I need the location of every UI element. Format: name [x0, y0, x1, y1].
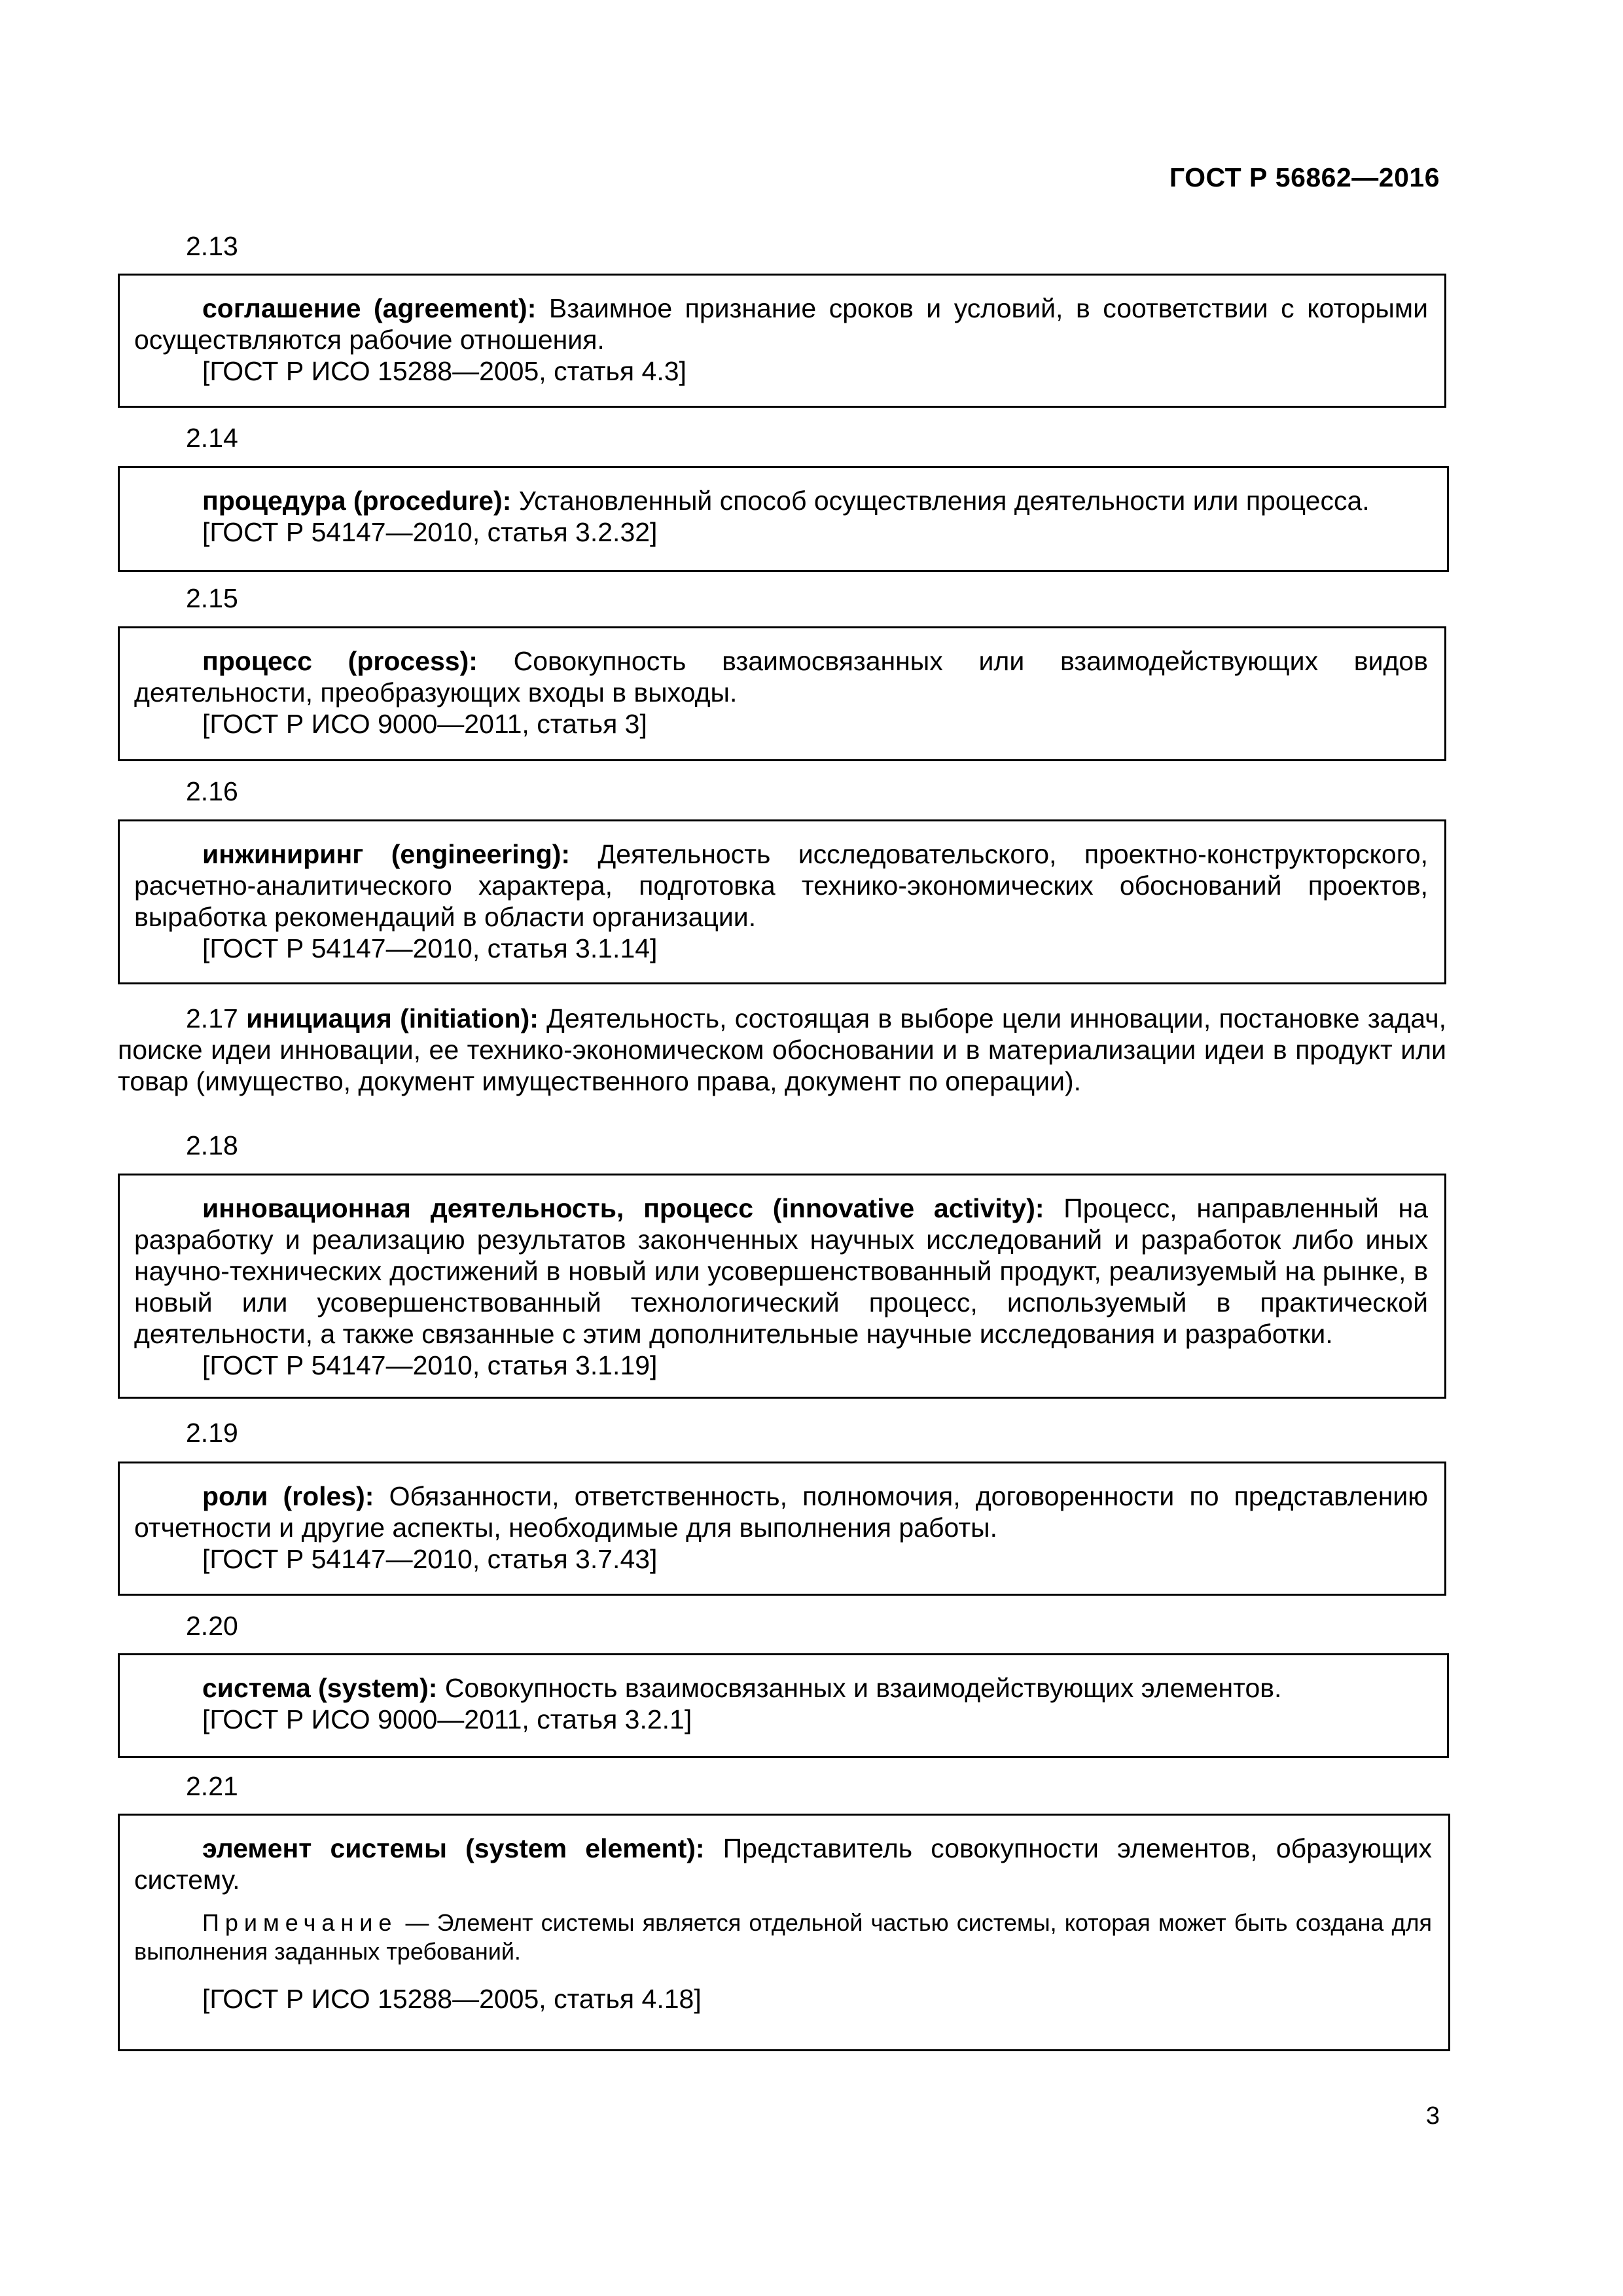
definition-text: Деятельность исследовательского, проектно-конструкторского, расчетно-аналитического характера, подготовка технико-экономических обоснований проектов, выработка рекомендаций в области организации. — [134, 839, 1428, 932]
source-reference: [ГОСТ Р ИСО 9000—2011, статья 3.2.1] — [202, 1704, 692, 1734]
section-number: 2.14 — [186, 423, 238, 453]
document-header-standard: ГОСТ Р 56862—2016 — [1169, 162, 1440, 192]
term-label: роли (roles): — [202, 1481, 374, 1511]
definition-paragraph — [134, 645, 1428, 708]
term-label: инновационная деятельность, процесс (innovative activity): — [202, 1193, 1044, 1223]
term-label: соглашение (agreement): — [202, 293, 537, 323]
term-label: инжиниринг (engineering): — [202, 839, 571, 869]
definition-text: Обязанности, ответственность, полномочия, договоренности по представлению отчетности и другие аспекты, необходимые для выполнения работы. — [134, 1481, 1428, 1543]
definition-paragraph — [134, 1833, 1432, 1895]
term-box-system-element — [118, 1814, 1450, 2051]
definition-paragraph — [134, 1480, 1428, 1543]
definition-paragraph — [134, 1193, 1428, 1350]
source-reference: [ГОСТ Р 54147—2010, статья 3.2.32] — [202, 517, 658, 547]
term-label: процедура (procedure): — [202, 486, 512, 516]
definition-text: Представитель совокупности элементов, образующих систему. — [134, 1833, 1432, 1895]
section-number: 2.20 — [186, 1611, 238, 1641]
inline-term-initiation — [118, 1003, 1446, 1097]
section-number: 2.17 — [186, 1003, 238, 1033]
section-number: 2.19 — [186, 1418, 238, 1448]
term-label: процесс (process): — [202, 646, 478, 676]
source-reference: [ГОСТ Р ИСО 9000—2011, статья 3] — [202, 709, 647, 739]
note-label: Примечание — [202, 1909, 398, 1936]
source-reference: [ГОСТ Р ИСО 15288—2005, статья 4.3] — [202, 356, 687, 386]
definition-text: Взаимное признание сроков и условий, в соответствии с которыми осуществляются рабочие отношения. — [134, 293, 1428, 355]
term-box-roles — [118, 1462, 1446, 1596]
definition-text: Совокупность взаимосвязанных и взаимодействующих элементов. — [437, 1673, 1282, 1703]
definition-text: Процесс, направленный на разработку и реализацию результатов законченных научных исследований и разработок либо иных научно-технических достижений в новый или усовершенствованный продукт, реализуемый на рынке, в новый или усовершенствованный технологический процесс, используемый в практической деятельности, а также связанные с этим дополнительные научные исследования и разработки. — [134, 1193, 1428, 1349]
source-reference: [ГОСТ Р ИСО 15288—2005, статья 4.18] — [202, 1984, 702, 2014]
term-box-process — [118, 626, 1446, 761]
section-number: 2.21 — [186, 1771, 238, 1801]
term-box-agreement — [118, 274, 1446, 408]
definition-text: Установленный способ осуществления деятельности или процесса. — [511, 486, 1370, 516]
term-label: элемент системы (system element): — [202, 1833, 705, 1863]
term-box-procedure — [118, 466, 1449, 572]
term-label: инициация (initiation): — [246, 1003, 539, 1033]
section-number: 2.16 — [186, 776, 238, 806]
section-number: 2.13 — [186, 231, 238, 261]
definition-paragraph — [134, 1672, 1431, 1704]
note-paragraph — [134, 1909, 1432, 1966]
source-reference: [ГОСТ Р 54147—2010, статья 3.7.43] — [202, 1544, 658, 1574]
section-number: 2.15 — [186, 583, 238, 613]
term-label: система (system): — [202, 1673, 438, 1703]
definition-text: Совокупность взаимосвязанных или взаимодействующих видов деятельности, преобразующих входы в выходы. — [134, 646, 1429, 708]
definition-paragraph — [134, 838, 1428, 933]
source-reference: [ГОСТ Р 54147—2010, статья 3.1.14] — [202, 933, 658, 963]
page-number: 3 — [1425, 2102, 1440, 2130]
note-text: — Элемент системы является отдельной частью системы, которая может быть создана для выполнения заданных требований. — [134, 1909, 1432, 1965]
source-reference: [ГОСТ Р 54147—2010, статья 3.1.19] — [202, 1350, 658, 1380]
definition-text: Деятельность, состоящая в выборе цели инновации, постановке задач, поиске идеи инновации, ее технико-экономическом обосновании и в материализации идеи в продукт или товар (имущество, документ имущественного права, документ по операции). — [118, 1003, 1447, 1096]
section-number: 2.18 — [186, 1130, 238, 1160]
term-box-system — [118, 1653, 1449, 1758]
definition-paragraph — [134, 485, 1431, 516]
term-box-engineering — [118, 819, 1446, 984]
term-box-innovative-activity — [118, 1174, 1446, 1399]
definition-paragraph — [134, 293, 1428, 355]
